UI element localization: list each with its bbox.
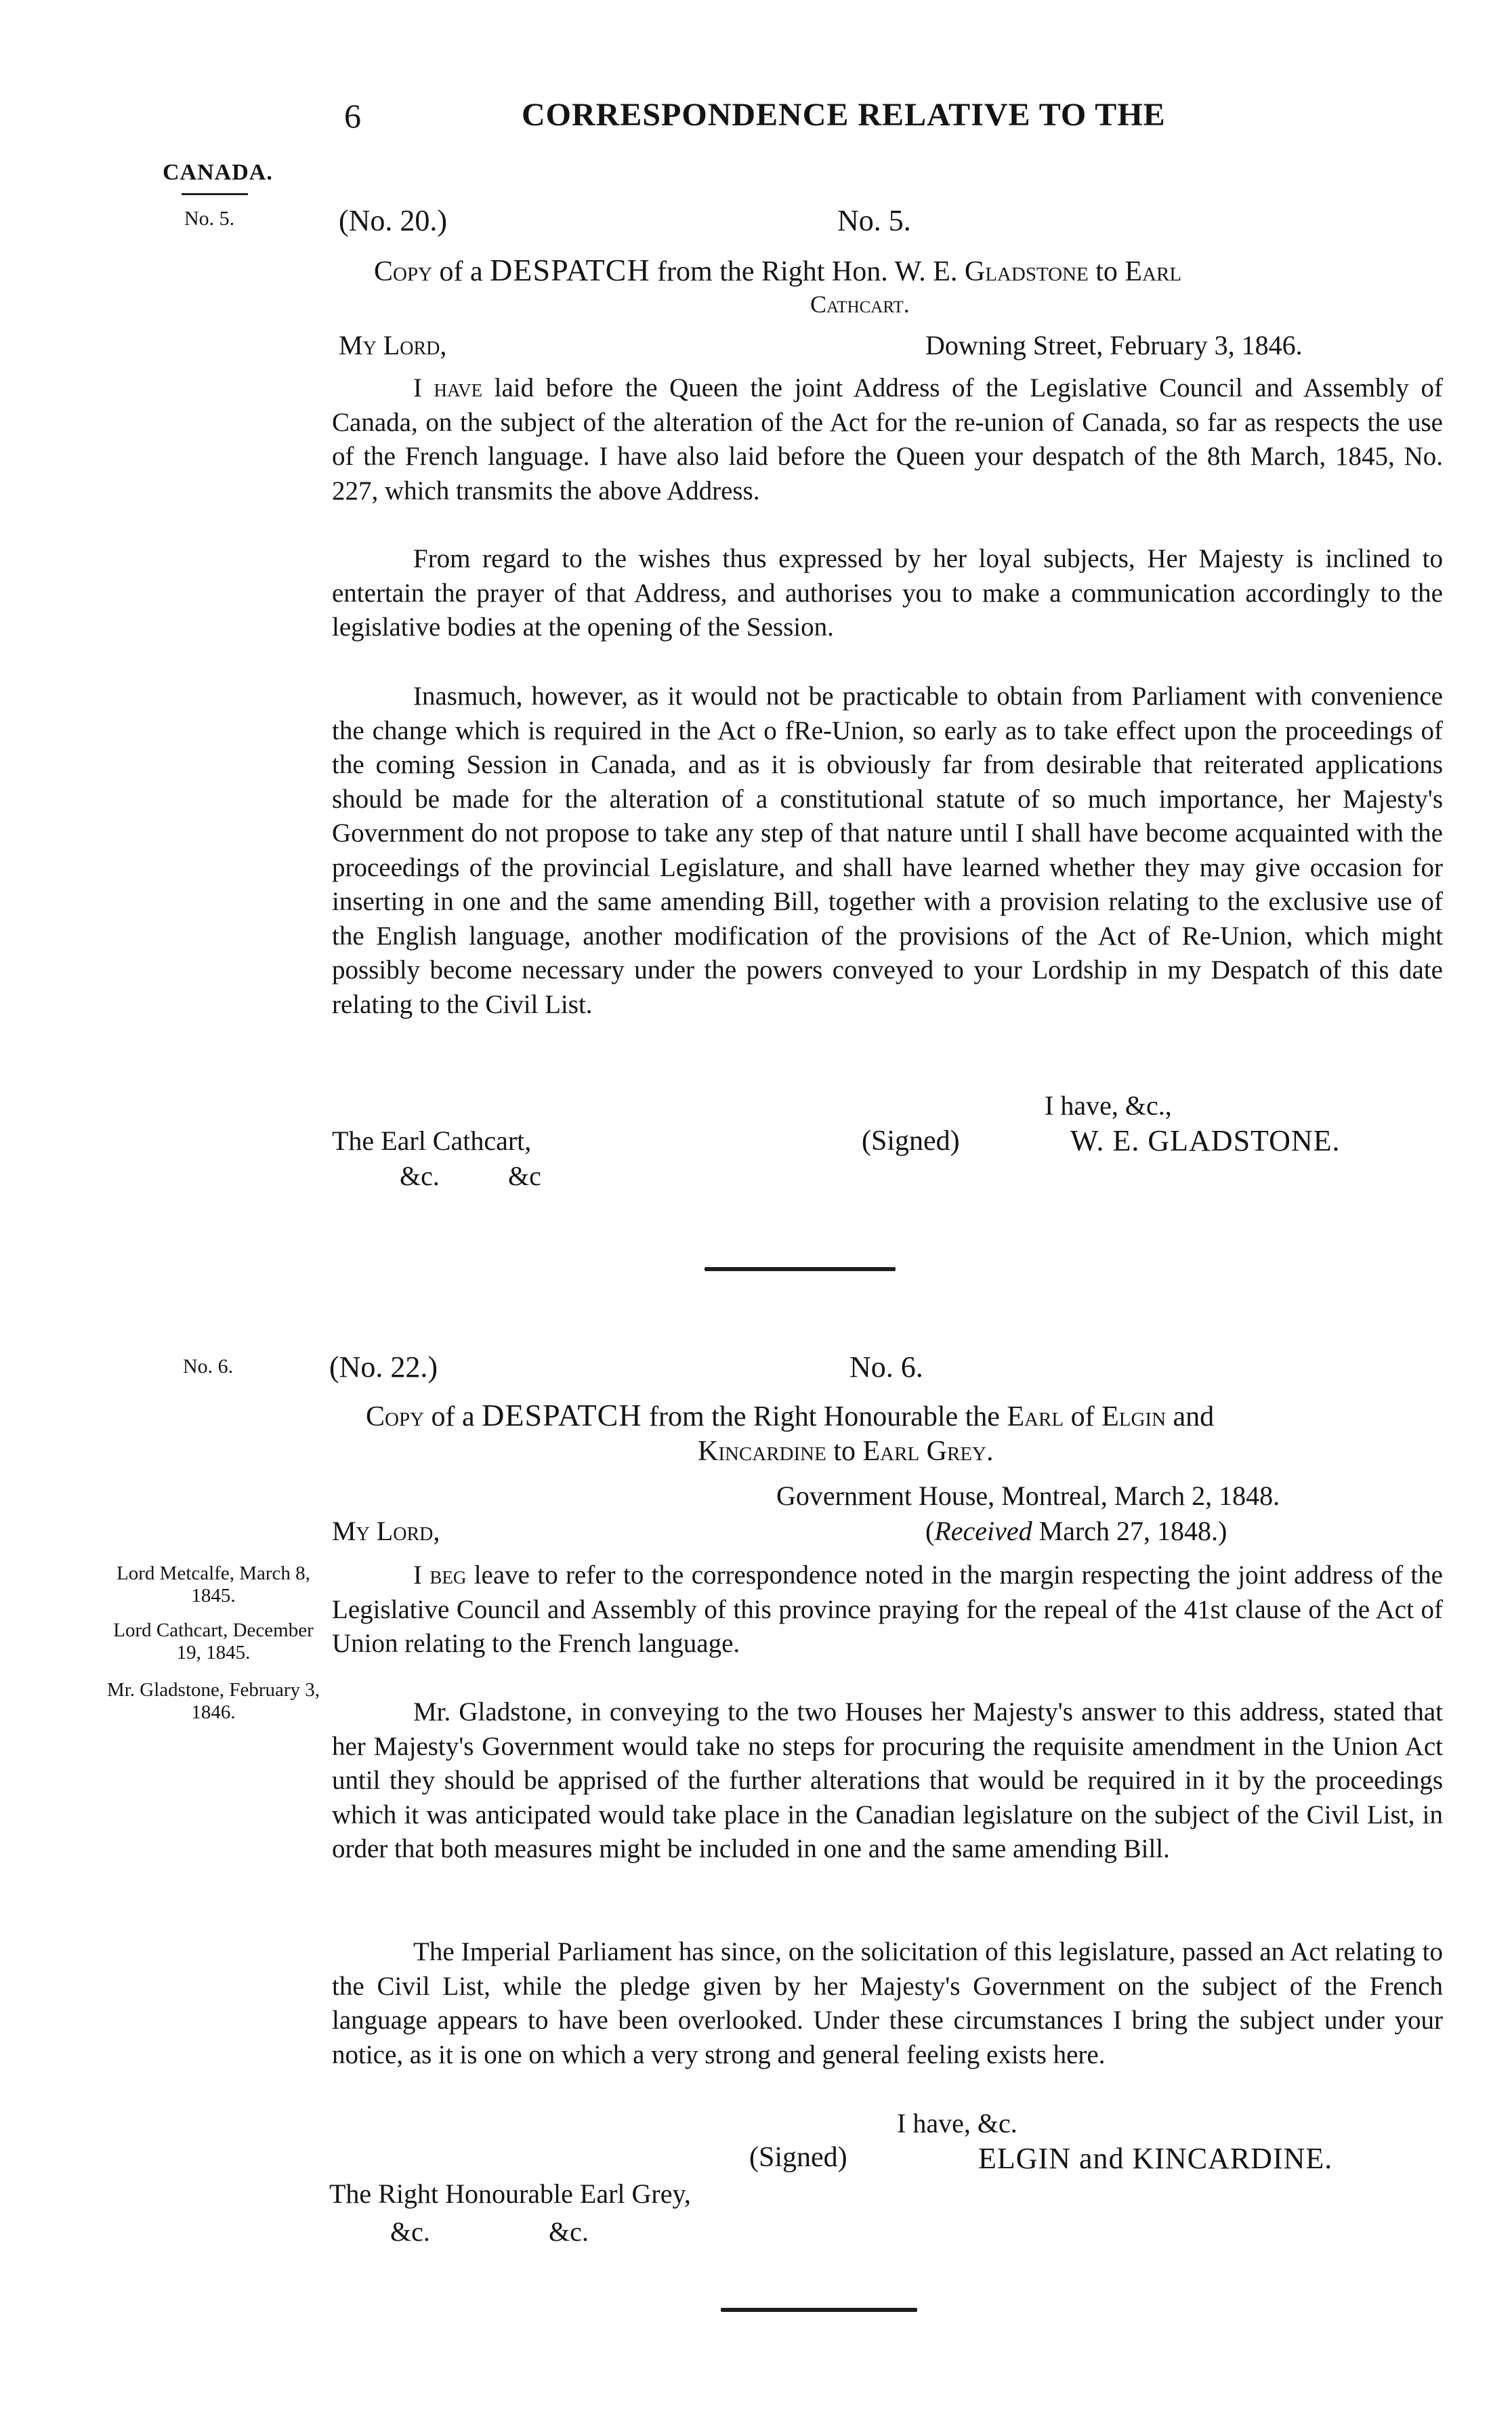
- despatch-title-line2: Cathcart.: [810, 291, 910, 318]
- salutation: My Lord,: [332, 1516, 440, 1546]
- paragraph: From regard to the wishes thus expressed by her loyal subjects, Her Majesty is inclined to entertain the prayer of that Address, and authorises you to make a communication accordingly to the legislative bodies at the opening of the Session.: [332, 544, 1443, 642]
- etcetera: &c.: [390, 2216, 430, 2247]
- margin-note: Lord Metcalfe, March 8, 1845.: [117, 1563, 310, 1607]
- despatch-number: No. 6.: [849, 1350, 923, 1384]
- addressee: The Right Honourable Earl Grey,: [329, 2178, 691, 2209]
- page-number: 6: [344, 97, 361, 135]
- margin-note: Lord Cathcart, December 19, 1845.: [113, 1619, 314, 1663]
- despatch-reference: (No. 20.): [339, 204, 448, 237]
- margin-note: Mr. Gladstone, February 3, 1846.: [106, 1679, 320, 1723]
- paragraph: Inasmuch, however, as it would not be practicable to obtain from Parliament with convenience the change which is required in the Act o fRe-Union, so early as to take effect upon the proceedings of the coming Session in Canada, and as it is obviously far from desirable that reiterated applications should be made for the alteration of a constitutional statute of so much importance, her Majesty's Government do not propose to take any step of that nature until I shall have become acquainted with the proceedings of the provincial Legislature, and shall have learned whether they may give occasion for inserting in one and the same amending Bill, together with a provision relating to the exclusive use of the English language, another modification of the provisions of the Act of Re-Union, which might possibly become necessary under the powers conveyed to your Lordship in my Despatch of this date relating to the Civil List.: [332, 682, 1443, 1019]
- section-separator: [705, 1267, 896, 1271]
- etcetera: &c.: [400, 1161, 440, 1191]
- date-line: Downing Street, February 3, 1846.: [925, 330, 1303, 360]
- despatch-number: No. 5.: [837, 204, 911, 237]
- date-line: Government House, Montreal, March 2, 1848.: [776, 1481, 1280, 1511]
- received-date: (Received March 27, 1848.): [925, 1516, 1227, 1546]
- paragraph: I have laid before the Queen the joint Address of the Legislative Council and Assembly of Canada, on the subject of the alteration of the Act for the re-union of Canada, so far as respects the use of the French language. I have also laid before the Queen your despatch of the 8th March, 1845, No. 227, which transmits the above Address.: [332, 373, 1443, 505]
- despatch-title: Copy of a DESPATCH from the Right Hon. W. E. Gladstone to Earl: [374, 253, 1182, 287]
- salutation: My Lord,: [339, 330, 447, 360]
- etcetera: &c: [508, 1161, 541, 1191]
- signatory: ELGIN and KINCARDINE.: [978, 2142, 1333, 2175]
- closing: I have, &c.: [897, 2108, 1017, 2138]
- closing: I have, &c.,: [1045, 1090, 1172, 1121]
- signed-label: (Signed): [749, 2142, 847, 2173]
- signatory: W. E. GLADSTONE.: [1070, 1124, 1341, 1157]
- section-separator: [721, 2308, 917, 2312]
- margin-country-heading: CANADA.: [163, 160, 273, 185]
- paragraph: The Imperial Parliament has since, on the solicitation of this legislature, passed an Act relating to the Civil List, while the pledge given by her Majesty's Government on the subject of the French language appears to have been overlooked. Under these circumstances I bring the subject under your notice, as it is one on which a very strong and general feeling exists here.: [332, 1937, 1443, 2069]
- paragraph: Mr. Gladstone, in conveying to the two Houses her Majesty's answer to this address, stated that her Majesty's Government would take no steps for procuring the requisite amendment in the Union Act until they should be apprised of the further alterations that would be required in it by the proceedings which it was anticipated would take place in the Canadian legislature on the subject of the Civil List, in order that both measures might be included in one and the same amending Bill.: [332, 1697, 1443, 1863]
- running-title: CORRESPONDENCE RELATIVE TO THE: [522, 97, 1166, 133]
- etcetera: &c.: [549, 2216, 589, 2247]
- despatch-title-line2: Kincardine to Earl Grey.: [698, 1436, 994, 1467]
- signed-label: (Signed): [862, 1125, 960, 1157]
- margin-despatch-number: No. 5.: [184, 207, 235, 230]
- margin-rule: [182, 193, 248, 195]
- despatch-title: Copy of a DESPATCH from the Right Honourable the Earl of Elgin and: [366, 1398, 1215, 1432]
- margin-despatch-number: No. 6.: [183, 1355, 234, 1378]
- addressee: The Earl Cathcart,: [332, 1125, 532, 1156]
- paragraph: I beg leave to refer to the correspondence noted in the margin respecting the joint address of the Legislative Council and Assembly of this province praying for the repeal of the 41st clause of the Act of Union relating to the French language.: [332, 1560, 1443, 1658]
- despatch-reference: (No. 22.): [329, 1350, 438, 1384]
